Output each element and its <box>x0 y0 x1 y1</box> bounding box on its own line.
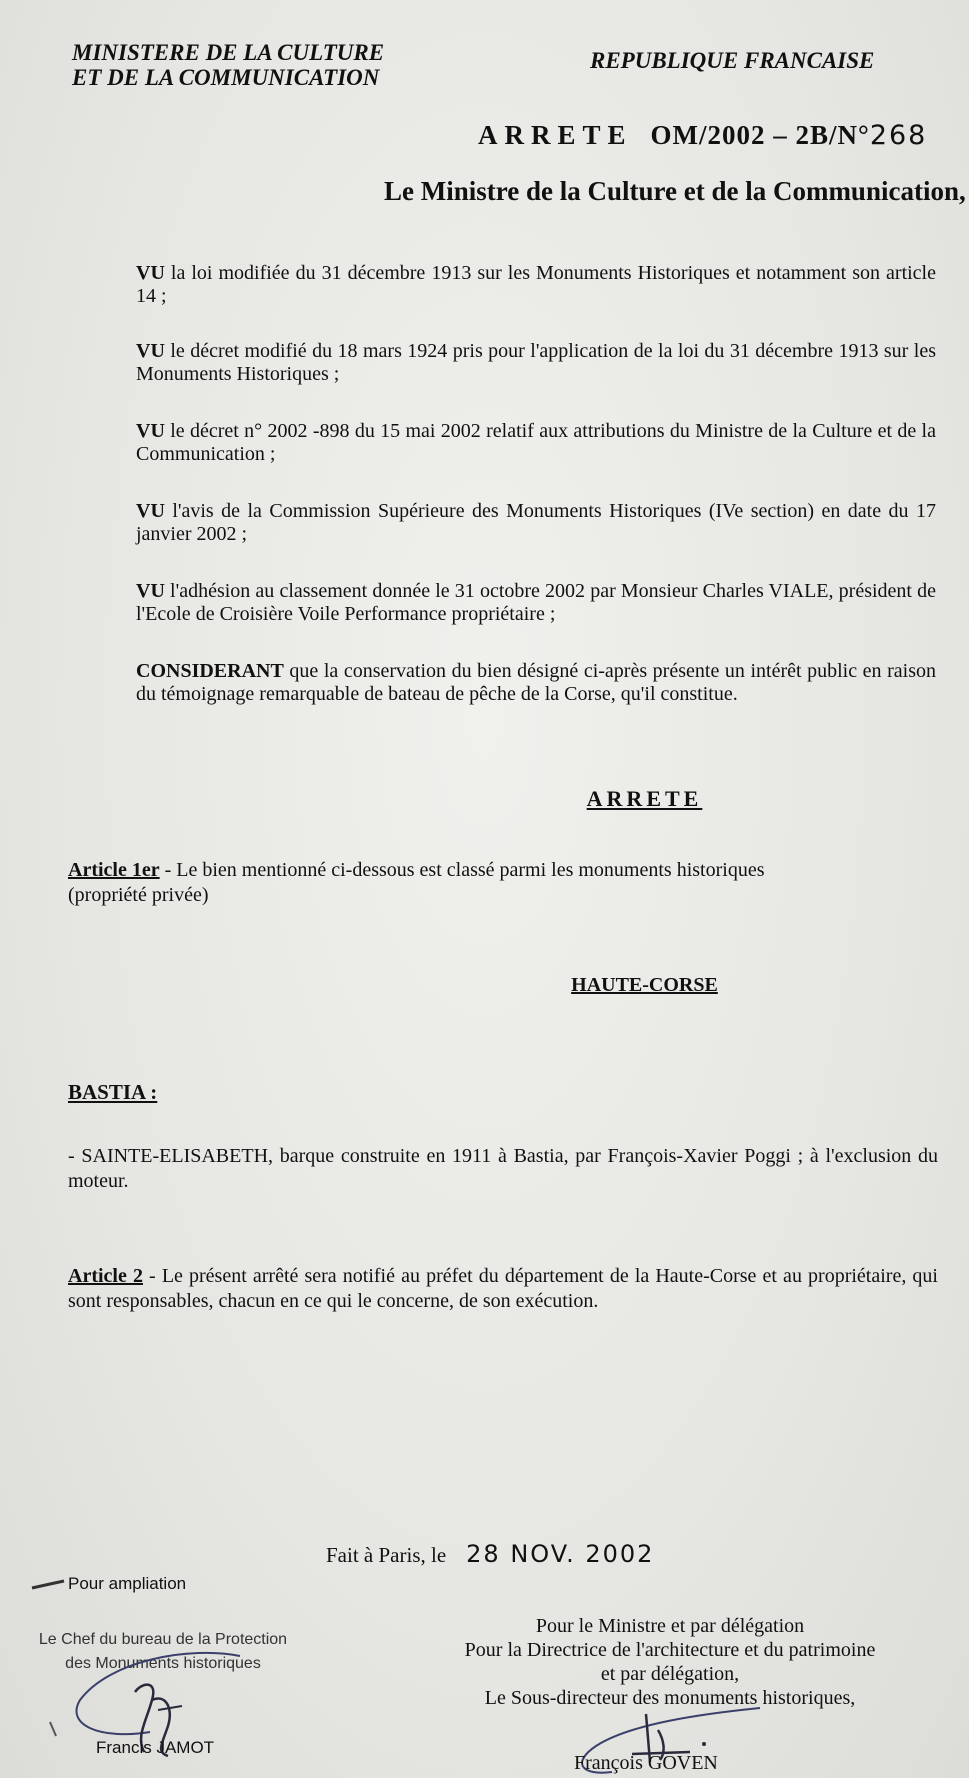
visa-lead: VU <box>136 580 165 602</box>
arrete-word: ARRETE <box>478 120 633 150</box>
republic-header: REPUBLIQUE FRANCAISE <box>590 48 875 73</box>
ampliation-mark-icon <box>30 1578 66 1592</box>
visa-3 <box>136 420 936 466</box>
ministry-header <box>72 40 384 90</box>
considerant-lead: CONSIDERANT <box>136 660 284 682</box>
visa-lead: VU <box>136 340 165 362</box>
article-1-label: Article 1er <box>68 859 160 881</box>
place-text: Fait à Paris, le <box>326 1543 447 1567</box>
reference-number: 268 <box>869 120 928 151</box>
visa-lead: VU <box>136 262 165 284</box>
stamped-date: 28 NOV. 2002 <box>466 1540 655 1568</box>
visa-text: le décret n° 2002 -898 du 15 mai 2002 relatif aux attributions du Ministre de la Culture et de la Communication ; <box>136 420 936 465</box>
considerant <box>136 660 936 706</box>
article-2-text: - Le présent arrêté sera notifié au préfet du département de la Haute-Corse et au propriétaire, qui sont responsables, chacun en ce qui le concerne, de son exécution. <box>68 1265 938 1312</box>
delegation-block <box>420 1614 920 1710</box>
delegation-line-1: Pour le Ministre et par délégation <box>535 1615 805 1637</box>
delegation-line-3: et par délégation, <box>600 1663 740 1685</box>
delegation-line-4: Le Sous-directeur des monuments historiques, <box>484 1687 856 1709</box>
article-1-text: - Le bien mentionné ci-dessous est classé parmi les monuments historiques <box>159 859 765 881</box>
chef-line-1: Le Chef du bureau de la Protection <box>38 1631 288 1648</box>
arrete-reference <box>478 120 927 151</box>
article-2-label: Article 2 <box>68 1265 143 1287</box>
considerant-text: que la conservation du bien désigné ci-après présente un intérêt public en raison du témoignage remarquable de bateau de pêche de la Corse, qu'il constitue. <box>136 660 936 705</box>
place-date <box>326 1540 654 1568</box>
visa-1 <box>136 262 936 308</box>
visa-lead: VU <box>136 420 165 442</box>
delegation-line-2: Pour la Directrice de l'architecture et du patrimoine <box>464 1639 876 1661</box>
ministry-line-1: MINISTERE DE LA CULTURE <box>72 40 385 65</box>
decision-heading: ARRETE <box>586 786 703 811</box>
classified-item: - SAINTE-ELISABETH, barque construite en 1911 à Bastia, par François-Xavier Poggi ; à l'exclusion du moteur. <box>68 1145 938 1192</box>
visa-5 <box>136 580 936 626</box>
visa-2 <box>136 340 936 386</box>
visa-text: la loi modifiée du 31 décembre 1913 sur les Monuments Historiques et notamment son article 14 ; <box>136 262 936 307</box>
article-1 <box>68 858 938 908</box>
visa-text: le décret modifié du 18 mars 1924 pris pour l'application de la loi du 31 décembre 1913 sur les Monuments Historiques ; <box>136 340 936 385</box>
department-heading: HAUTE-CORSE <box>571 974 718 996</box>
chef-line-2: des Monuments historiques <box>65 1655 261 1672</box>
visa-text: l'avis de la Commission Supérieure des Monuments Historiques (IVe section) en date du 17 janvier 2002 ; <box>136 500 936 545</box>
ampliation-label: Pour ampliation <box>68 1574 187 1593</box>
signer-name: François GOVEN <box>574 1752 718 1774</box>
reference-prefix: OM/2002 – 2B/N° <box>650 120 870 150</box>
visa-4 <box>136 500 936 546</box>
article-2 <box>68 1264 938 1314</box>
ministry-line-2: ET DE LA COMMUNICATION <box>72 65 380 90</box>
minister-title: Le Ministre de la Culture et de la Communication, <box>384 176 966 206</box>
chef-name: Francis JAMOT <box>96 1738 215 1757</box>
commune-heading: BASTIA : <box>68 1080 158 1104</box>
visa-text: l'adhésion au classement donnée le 31 octobre 2002 par Monsieur Charles VIALE, président de l'Ecole de Croisière Voile Performance propriétaire ; <box>136 580 936 625</box>
visa-lead: VU <box>136 500 165 522</box>
article-1-text-2: (propriété privée) <box>68 884 209 906</box>
